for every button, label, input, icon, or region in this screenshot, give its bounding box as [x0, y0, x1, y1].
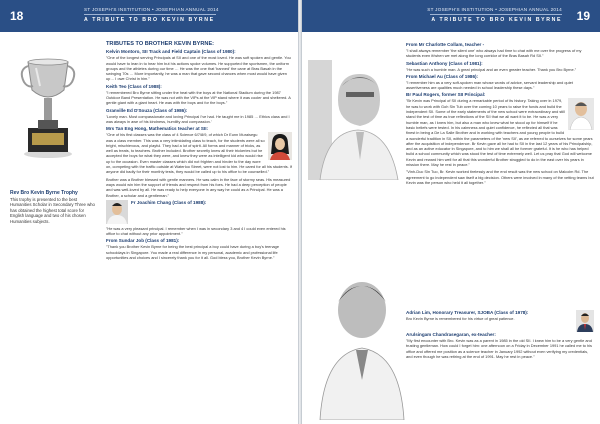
portrait-icon	[316, 270, 408, 420]
header-title: A TRIBUTE TO BRO KEVIN BYRNE	[431, 17, 562, 23]
teacher-photo	[268, 132, 292, 160]
tribute-heading: From Sundar Job (Class of 1981):	[106, 238, 180, 244]
tribute-heading: From Mr Charlotte Collam, teacher -	[406, 42, 485, 47]
trophy-caption-title: Rev Bro Kevin Byrne Trophy	[10, 190, 78, 196]
right-bottom-tributes	[406, 310, 594, 361]
portrait-icon	[308, 60, 400, 180]
tribute-text: "Thank you Brother Kevin Byrne for being the best principal a boy could have during a boy's teenage schooldays in Singapore. You made a real difference in my personal, academic and professional life opportunities and choices and I sincerely thank you for it all. God bless you, Brother Kevin Byrne."	[106, 244, 279, 261]
tribute-text: "He was such a humble man. A great principal and an even greater teacher. Thank you Bro Byrne."	[406, 66, 577, 72]
trophy-caption-text: This trophy is presented to the best Humanities Scholar in Secondary Three who has obtained the highest total score for English language and two of his chosen Humanities subjects.	[10, 197, 95, 224]
tribute-text: "One of the longest serving Principals at SII and one of the most loved. He was soft spoken and gentle. You would have to lean in to hear him but his actions spoke volumes. He supported the sportsmen, the uniform groups and the athletes during our time … He was the one that 'banned' the cane at Bras Basah in the swinging 70s … More importantly, he was a man that gave second chances when most would have given up… I owe Christ in him."	[106, 55, 291, 82]
trophy-image	[18, 50, 78, 160]
right-page	[302, 0, 600, 424]
tribute-heading: Kelvin Montoro, SII Track and Field Captain (Class of 1980):	[106, 49, 236, 55]
tribute-text: "Br Kevin was Principal of SII during a remarkable period of its history. Taking over in 1979, he was to work with Goh Sin Tub over the coming 10 years to raise the funds and build the independent SII. Some of the early statements of the new school were extraordinary and still stand the test of time as true reflections of the SII that we all want it to be. He was a very humble man, as I knew him, but also a man who knew what he stood up for himself if he basic beliefs were tested. In his calmness and quiet confidence, he reflected all that was finest in being a De La Salle Brother and in working with teachers and young people to build a wonderful tradition in SII, within the parameters of the 'new SII', as we referred to ourselves for some years after the acquisition of independence. Br Kevin gave all he had to SII in the last 12 years of his Principalship, and as an active educator in Singapore, and to him we shall all be forever grateful. It is he who has helped build a school community which was stood the test of time extremely well. Let us pray that God will welcome Kevin and reward him well for all that this wonderful Brother struggled to do in the east over his years in mission there. May he rest in peace."	[406, 98, 593, 168]
trophy-icon	[18, 50, 78, 160]
left-tributes-column	[106, 42, 292, 262]
header-rule	[84, 14, 216, 15]
priest-photo	[106, 200, 128, 224]
tribute-text: "Vinh-Duc Sin Tuo, Br. Kevin worked tirelessly and the end result was the new school on Malcolm Rd. The agreement to go independent saw itself a big decision. Others were involved in many of the vetting teams but Kevin was the person who held it all together."	[406, 169, 594, 185]
tribute-heading: Fr Joachim Chang (Class of 1988):	[131, 199, 207, 205]
brother-photo-bw-2	[316, 270, 408, 420]
tribute-text: Brother was a Brother blessed with gentle manners. He was calm in the face of stormy seas. His measured ways would win him the support of friends and respect from his foes. He had a deep perception of people and was well-loved by all. He was ready to help everyone in any way he could as a Principal. He was a Brother, a scholar and a gentleman."	[106, 176, 291, 198]
header-title: A TRIBUTE TO BRO KEVIN BYRNE	[84, 17, 215, 23]
tribute-text: "My first encounter with Bro. Kevin was as a parent in 1985 in the old SII. I knew him to be a very gentle and trusting gentleman. How could I forget him: one afternoon on a Friday in December 1991 he called me to his office and offered me position as a science teacher in January 1992 without even verifying my credentials, and even though he was retiring at the end of 1991. May he rest in peace."	[406, 338, 592, 359]
treasurer-photo	[576, 310, 594, 332]
header-publication: ST JOSEPH'S INSTITUTION • JOSEPHIAN ANNUAL 2014	[84, 7, 219, 12]
former-principal-photo	[568, 98, 594, 130]
tribute-heading: Keith Teo (Class of 1988):	[106, 83, 162, 89]
left-page	[0, 0, 298, 424]
tribute-heading: Br Paul Rogers, former SII Principal:	[406, 92, 486, 98]
portrait-icon	[576, 310, 594, 332]
tribute-text: 'Lovely man. Most compassionate and loving Principal I've had. He taught me in 1985 … Ethics class and I was always in awe of his kindness, humility and compassion.'	[106, 113, 290, 124]
portrait-icon	[568, 98, 594, 130]
tribute-text: "One of his first classes was the class of 4 Science 6/7/8/9, of which Dr Eunn Muraisegu was a class member. This was a very intimidating class to teach, for the students were all so bright, mischievous, and playful. They had a lot of spirit. All forms and manner of tricks, as well as treats, to teachers. Brother included. Brother secretly knew all their trickeries but he accepted the boys for what they were, and knew they were as intelligent kid who would rise up to the occasion. Even master classes which did not frighten and hinder to the day wore on, competing with the traffic outside at Waterloo Street, were not lost to him. He cared for all his students. If anyone did badly for their monthly tests, they would be called up to his office to be counselled."	[106, 132, 292, 175]
tribute-text: "He was a very pleasant principal. I remember when I was in secondary 3 and 4 I could even entered his office to chat without any prior appointment."	[106, 225, 286, 237]
page-number: 19	[576, 9, 590, 23]
tribute-text: "I shall always remember 'the silent one' who always had time to chat with me over the progress of my students even if/when we met along the long corridor of the Bras Basah Rd SII."	[406, 48, 582, 59]
tribute-heading: Sebastian Anthony (Class of 1981):	[406, 60, 483, 66]
header-rule	[430, 14, 562, 15]
portrait-icon	[106, 200, 128, 224]
section-title: TRIBUTES TO BROTHER KEVIN BYRNE:	[106, 41, 215, 47]
tribute-heading: From Michael Au (Class of 1986):	[406, 73, 479, 79]
tribute-heading: Adrian Lim, Honorary Treasurer, SJOBA (Class of 1978):	[406, 310, 529, 315]
tribute-heading: Mrs Tan Eng Hong, Mathematics teacher at SII:	[106, 126, 209, 132]
right-tributes-column	[406, 42, 594, 187]
tribute-heading: Arulsingam Chandrasegaran, ex-teacher:	[406, 332, 496, 337]
portrait-icon	[268, 132, 292, 160]
tribute-text: "I remembered Bro Byrne sitting under the heat with the boys at the National Stadium during the 1987 Outdoor Band Presentation. He was not with the VIPs at the VIP stand where it was cooler and sheltered. A gentle giant with a giant heart. He was with the boys and for the boys."	[106, 89, 291, 106]
right-page-header	[302, 0, 600, 32]
brother-photo-bw	[308, 60, 400, 180]
tribute-heading: Granville Ed D'Souza (Class of 1986):	[106, 107, 188, 113]
page-number: 18	[10, 9, 24, 23]
tribute-text: "I remember him as a very soft-spoken man whose words of advice, servant leadership and quiet assertiveness are qualities much needed in school leadership these days."	[406, 79, 573, 91]
header-publication: ST JOSEPH'S INSTITUTION • JOSEPHIAN ANNUAL 2014	[427, 7, 562, 12]
trophy-caption	[10, 190, 96, 224]
left-page-header	[0, 0, 298, 32]
tribute-text: Bro Kevin Byrne is remembered for his virtue of great patience.	[406, 316, 515, 321]
